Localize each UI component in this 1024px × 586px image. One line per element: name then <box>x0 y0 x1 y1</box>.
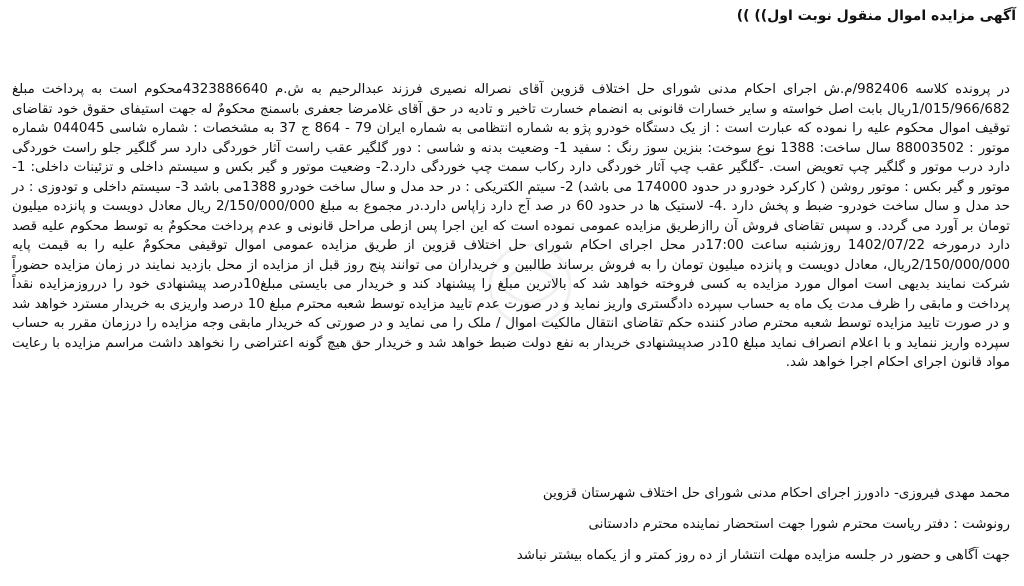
notice-body: در پرونده کلاسه 982406/م.ش اجرای احکام مدنی شورای حل اختلاف قزوین آقای نصراله نصیری فرزند عبدالرحیم به ش.م 4323886640محکوم است به پرداخت مبلغ 1/015/966/682ریال بابت اصل خواسته و سایر خسارات قانونی به انضمام خسارت تاخیر و تادیه در حق آقای غلامرضا جعفری باسمنج محکومٌ له جهت استیفای حقوق خود تقاضای توقیف اموال محکوم علیه را نموده که عبارت است : از یک دستگاه خودرو پژو به شماره انتظامی به شماره ایران 79 - 864 ج 37 به مشخصات : شماره شاسی 044045 شماره موتور : 88003502 سال ساخت: 1388 نوع سوخت: بنزین سوز رنگ : سفید 1- وضعیت بدنه و شاسی : دور گلگیر عقب راست آثار خوردگی دارد سر گلگیر جلو راست خوردگی دارد درب موتور و گلگیر چپ تعویض است. -گلگیر عقب چپ آثار خوردگی دارد رکاب سمت چپ خوردگی دارد.2- وضعیت موتور و گیر بکس و سیستم داخلی و تزئینات داخلی: 1- موتور و گیر بکس : موتور روشن ( کارکرد خودرو در حدود 174000 می باشد) 2- سیتم الکتریکی : در حد مدل و سال ساخت خودرو 1388می باشد 3- سیستم داخلی و تودوزی : در حد مدل و سال ساخت خودرو- ضبط و پخش دارد .4- لاستیک ها در حدود 60 در صد آج دارد زاپاس دارد.در مجموع به مبلغ 2/150/000/000 ریال معادل دویست و پانزده میلیون تومان بر آورد می گردد. و سپس تقاضای فروش آن رااز‌طریق مزایده عمومی نموده است که این اجرا پس ازطی مراحل قانونی و عدم پرداخت محکومٌ به توسط محکوم علیه قصد دارد درمورخه 1402/07/22 روزشنبه ساعت 17:00در محل اجرای احکام شورای حل اختلاف قزوین از طریق مزایده عمومی اموال توقیفی محکومٌ علیه را به قیمت پایه 2/150/000/000ریال، معادل دویست و پانزده میلیون تومان را به فروش برساند طالبین و خریداران می توانند پنج روز قبل از مزایده از محل بازدید نمایند در زمان مزایده حضوراً شرکت نمایند بدیهی است اموال مورد مزایده به کسی فروخته خواهد شد که بالاترین مبلغ را پیشنهاد کند و خریدار می بایستی مبلغ10درصد پیشنهادی خود را درروزمزایده نقداً پرداخت و مابقی را ظرف مدت یک ماه به حساب سپرده دادگستری واریز نماید و در صورت عدم تایید مزایده توسط شعبه محترم مبلغ 10 درصد واریزی به خریدار مسترد خواهد شد و در صورت تایید مزایده توسط شعبه محترم صادر کننده حکم تقاضای انتقال مالکیت اموال / ملک را می نماید و در صورتی که خریدار مابقی وجه مزایده را درزمان مقرر به حساب سپرده واریز ننماید و با اعلام انصراف نماید مبلغ 10در صدپیشنهادی خریدار به نفع دولت ضبط خواهد شد و خریدار حق هیچ گونه اعتراضی را نخواهد داشت مراسم مزایده با رعایت مواد قانون اجرای احکام اجرا خواهد شد. <box>12 82 1011 370</box>
notice-footer <box>12 484 1010 565</box>
signature-line: محمد مهدی فیروزی- دادورز اجرای احکام مدنی شورای حل اختلاف شهرستان قزوین <box>542 486 1010 501</box>
publication-note: جهت آگاهی و حضور در جلسه مزایده مهلت انتشار از ده روز کمتر و از یکماه بیشتر نباشد <box>516 548 1010 563</box>
cc-line: رونوشت : دفتر ریاست محترم شورا جهت استحضار نماینده محترم دادستانی <box>588 517 1010 532</box>
notice-title: آگهی مزایده اموال منقول نوبت اول)) )) <box>736 8 1016 24</box>
